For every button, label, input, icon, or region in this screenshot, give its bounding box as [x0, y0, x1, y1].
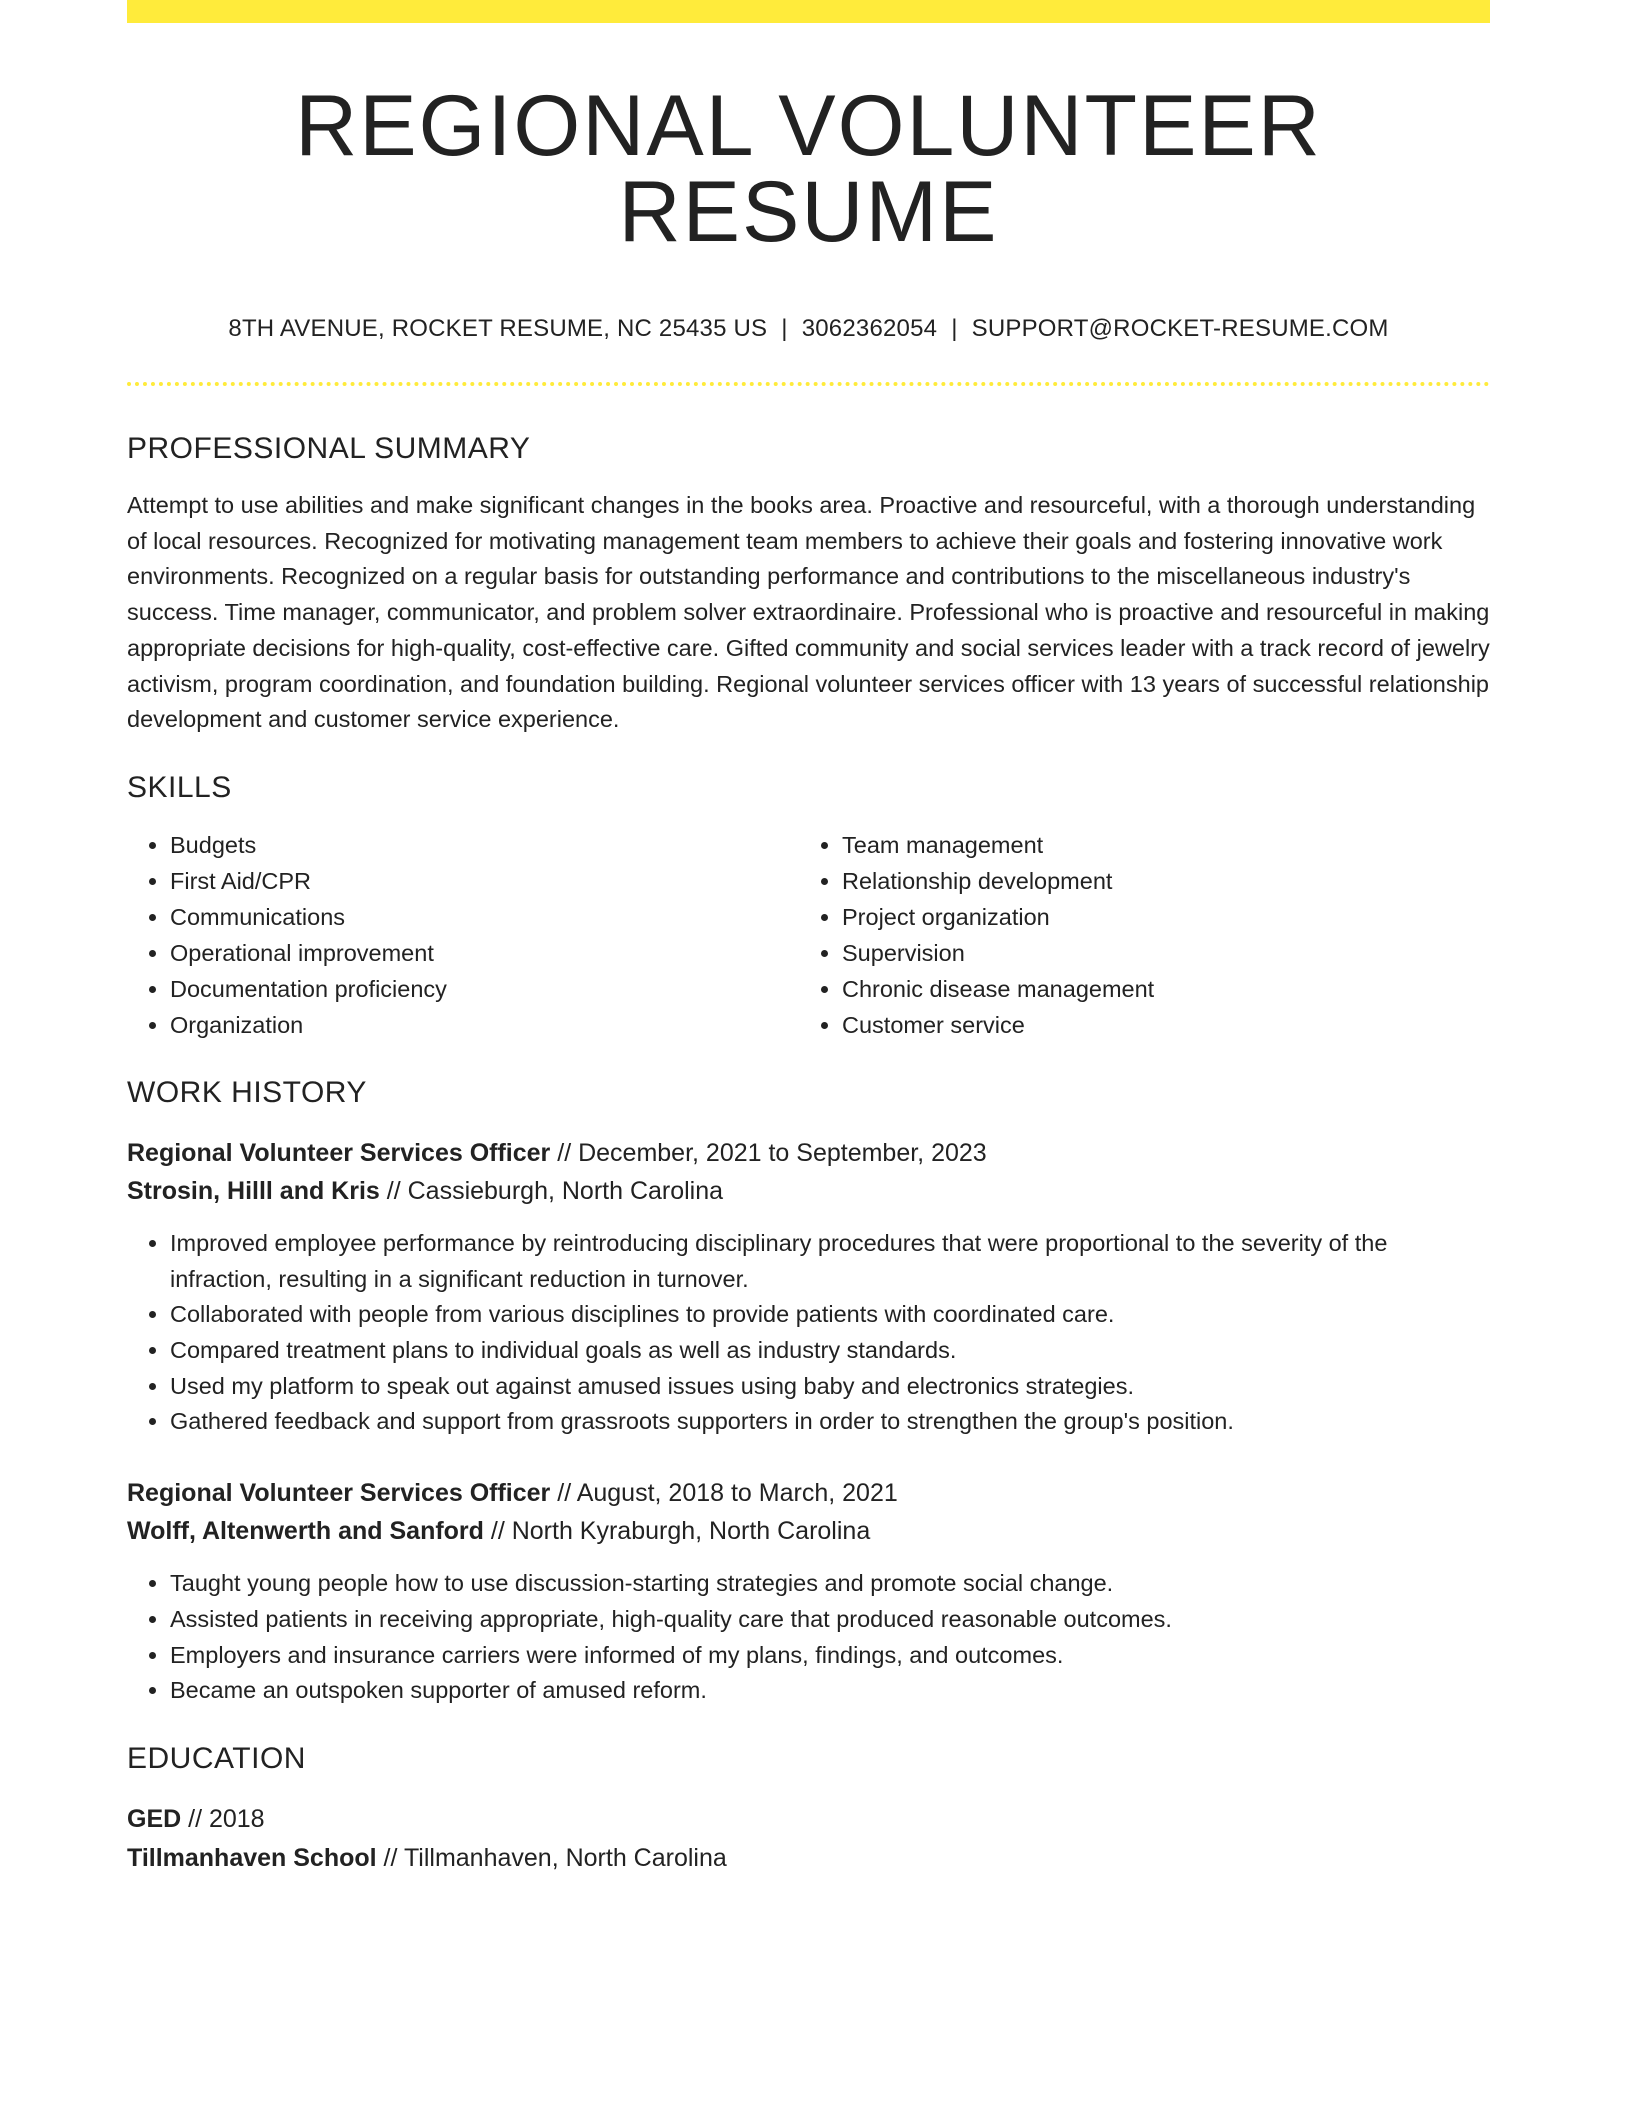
job-bullet: • Employers and insurance carriers were informed of my plans, findings, and outcomes.: [170, 1638, 1490, 1674]
education-school: Tillmanhaven School: [127, 1843, 377, 1872]
skill-item: • Project organization: [842, 899, 1471, 935]
skill-item: • Communications: [170, 899, 799, 935]
resume-title: REGIONAL VOLUNTEER RESUME: [295, 78, 1322, 260]
skill-item: • Documentation proficiency: [170, 971, 799, 1007]
skill-item: • Customer service: [842, 1007, 1471, 1043]
section-heading-summary: PROFESSIONAL SUMMARY: [127, 432, 531, 465]
job-company: Wolff, Altenwerth and Sanford: [127, 1517, 484, 1546]
job-bullet: • Compared treatment plans to individual goals as well as industry standards.: [170, 1333, 1490, 1369]
job-bullet: • Gathered feedback and support from grassroots supporters in order to strengthen the group's position.: [170, 1404, 1490, 1440]
contact-email[interactable]: SUPPORT@ROCKET-RESUME.COM: [971, 315, 1389, 342]
skills-section: [127, 770, 1490, 1043]
skill-item: • Chronic disease management: [842, 971, 1471, 1007]
contact-address: 8TH AVENUE, ROCKET RESUME, NC 25435 US: [228, 315, 768, 342]
job-bullet: • Improved employee performance by reintroducing disciplinary procedures that were proportional to the severity of the infraction, resulting in a significant reduction in turnover.: [170, 1226, 1490, 1297]
skill-item: • Team management: [842, 827, 1471, 863]
job-company-line: [127, 1172, 1490, 1210]
job-title: Regional Volunteer Services Officer: [127, 1479, 551, 1508]
job-title-line: [127, 1134, 1490, 1172]
skill-item: • First Aid/CPR: [170, 863, 799, 899]
education-entry: [127, 1800, 1490, 1878]
education-year: // 2018: [181, 1804, 265, 1833]
summary-text: Attempt to use abilities and make significant changes in the books area. Proactive and resourceful, with a thorough understanding of local resources. Recognized for motivating management team members to achieve their goals and fostering innovative work environments. Recognized on a regular basis for outstanding performance and contributions to the miscellaneous industry's success. Time manager, communicator, and problem solver extraordinaire. Professional who is proactive and resourceful in making appropriate decisions for high-quality, cost-effective care. Gifted community and social services leader with a track record of jewelry activism, program coordination, and foundation building. Regional volunteer services officer with 13 years of successful relationship development and customer service experience.: [127, 492, 1490, 733]
job-title-line: [127, 1474, 1490, 1512]
education-degree: GED: [127, 1804, 182, 1833]
education-degree-line: [127, 1800, 1490, 1839]
job-entry: [127, 1134, 1490, 1440]
work-history-section: [127, 1075, 1490, 1709]
skill-item: • Operational improvement: [170, 935, 799, 971]
skill-item: • Organization: [170, 1007, 799, 1043]
contact-line: [127, 317, 1490, 341]
education-section: [127, 1741, 1490, 1878]
job-entry: [127, 1474, 1490, 1709]
skill-item: • Budgets: [170, 827, 799, 863]
job-bullet: • Collaborated with people from various disciplines to provide patients with coordinated care.: [170, 1297, 1490, 1333]
job-company: Strosin, Hilll and Kris: [127, 1176, 380, 1205]
job-dates: // August, 2018 to March, 2021: [550, 1479, 898, 1508]
resume-page: [127, 0, 1490, 1878]
skills-column-left: [127, 827, 799, 1043]
dotted-divider: [127, 382, 1490, 386]
job-company-line: [127, 1512, 1490, 1550]
job-bullet: • Used my platform to speak out against amused issues using baby and electronics strategies.: [170, 1369, 1490, 1405]
skills-column-right: [799, 827, 1471, 1043]
job-bullet: • Taught young people how to use discussion-starting strategies and promote social change.: [170, 1566, 1490, 1602]
job-dates: // December, 2021 to September, 2023: [550, 1138, 987, 1167]
summary-section: [127, 434, 1490, 738]
job-bullet: • Became an outspoken supporter of amused reform.: [170, 1673, 1490, 1709]
education-location: // Tillmanhaven, North Carolina: [376, 1843, 727, 1872]
contact-separator: |: [781, 315, 788, 342]
accent-bar: [127, 0, 1490, 23]
section-heading-skills: SKILLS: [127, 770, 232, 804]
education-school-line: [127, 1839, 1490, 1878]
contact-separator: |: [951, 315, 958, 342]
job-location: // Cassieburgh, North Carolina: [379, 1176, 724, 1205]
skill-item: • Supervision: [842, 935, 1471, 971]
contact-phone[interactable]: 3062362054: [801, 315, 938, 342]
job-location: // North Kyraburgh, North Carolina: [483, 1517, 871, 1546]
section-heading-education: EDUCATION: [127, 1741, 306, 1775]
skills-grid: [127, 827, 1490, 1043]
job-title: Regional Volunteer Services Officer: [127, 1138, 551, 1167]
job-bullets: [127, 1226, 1490, 1440]
job-bullets: [127, 1566, 1490, 1709]
section-heading-work: WORK HISTORY: [127, 1075, 367, 1109]
skill-item: • Relationship development: [842, 863, 1471, 899]
job-bullet: • Assisted patients in receiving appropriate, high-quality care that produced reasonable outcomes.: [170, 1602, 1490, 1638]
